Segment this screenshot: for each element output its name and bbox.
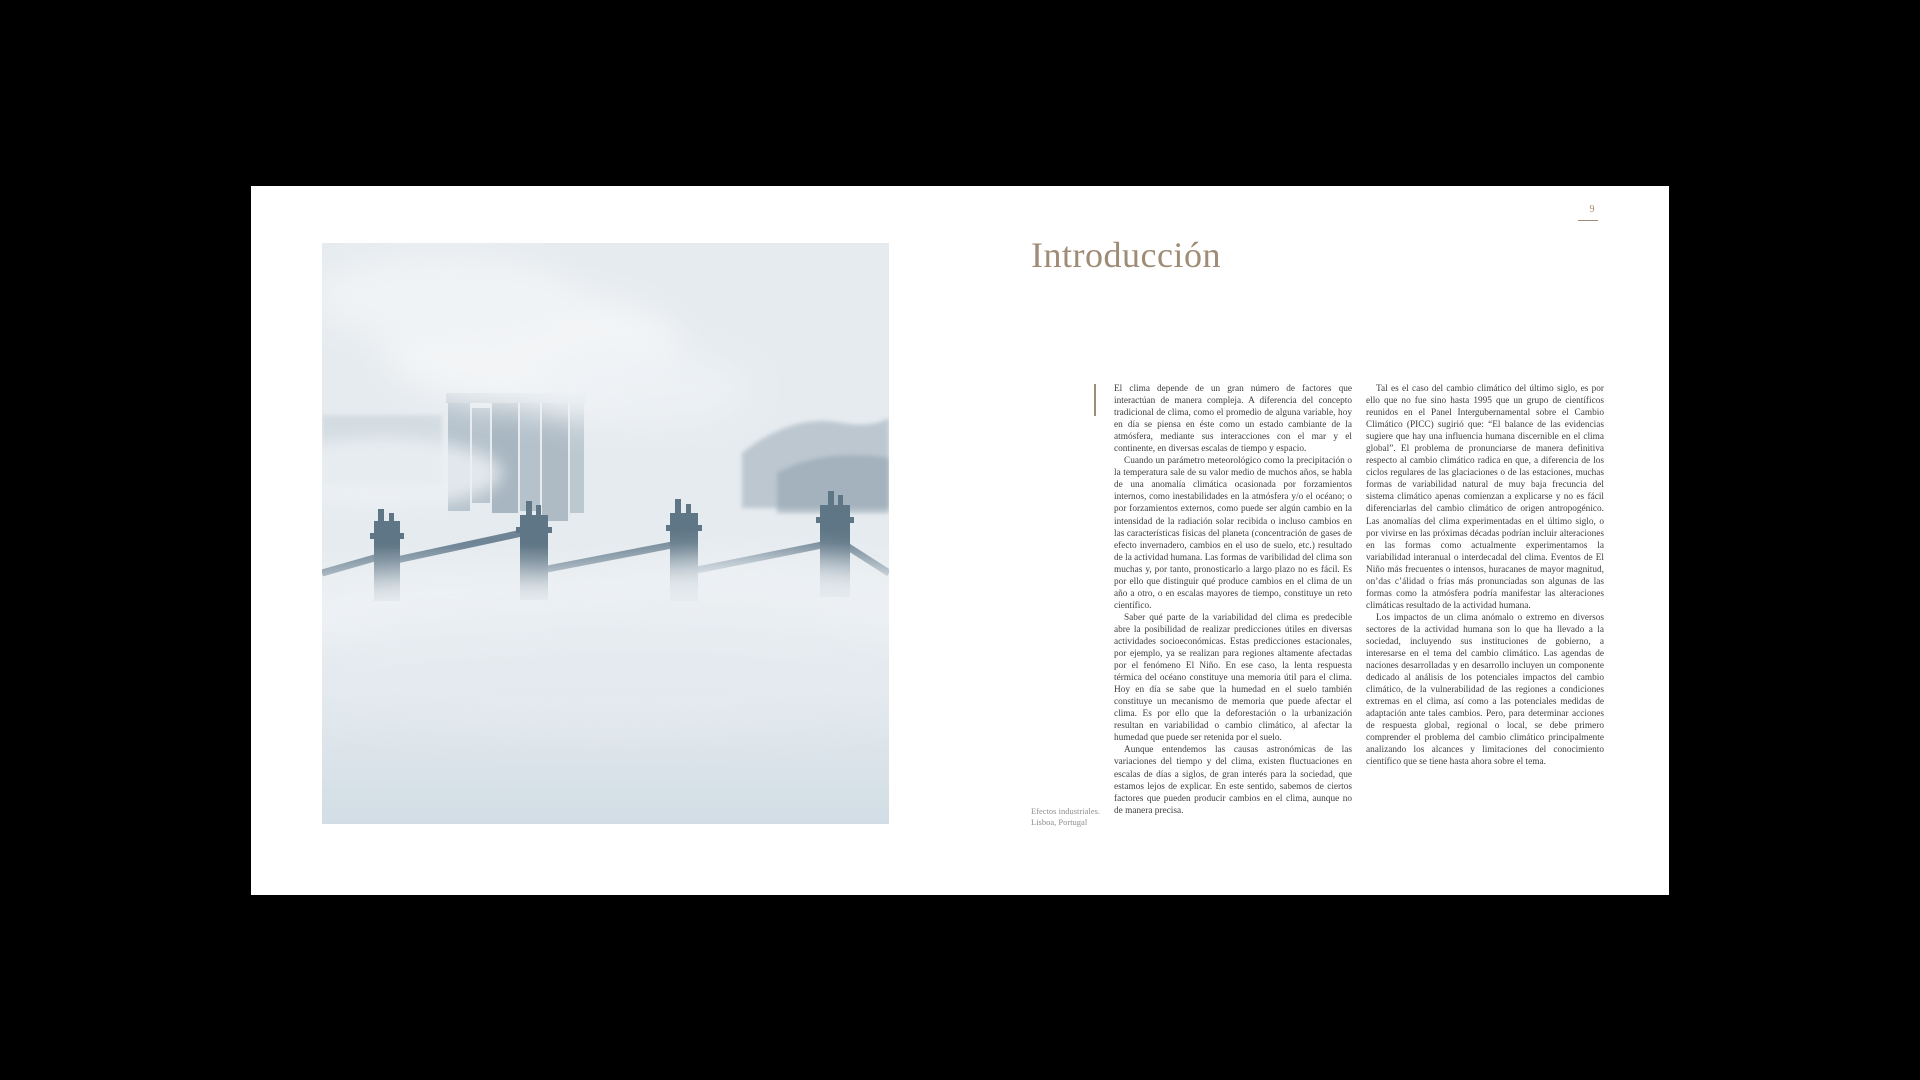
caption-line-1: Efectos industriales. xyxy=(1031,806,1100,816)
industrial-fog-photo xyxy=(322,243,889,824)
paragraph: Aunque entendemos las causas astronómicas de las variaciones del tiempo y del clima, existen fluctuaciones en escalas de días a siglos, de gran interés para la sociedad, que estamos lejos de explicar. En este sentido, sabemos de ciertos factores que pueden producir cambios en el clima, aunque no de manera precisa. xyxy=(1114,745,1352,816)
page-number-rule xyxy=(1578,220,1598,221)
page-number: 9 xyxy=(1589,204,1595,215)
accent-rule xyxy=(1094,384,1096,416)
chapter-title: Introducción xyxy=(1031,235,1221,275)
paragraph: Cuando un parámetro meteorológico como la precipitación o la temperatura sale de su valor medio de muchos años, se habla de una anomalía climática ocasionada por forzamientos internos, como inestabilidades en la atmósfera y/o el océano; o por forzamientos externos, como puede ser algún cambio en la intensidad de la radiación solar recibida o incluso cambios en las características físicas del planeta (concentración de gases de efecto invernadero, cambios en el uso de suelo, etc.) resultado de la actividad humana. Las formas de varibilidad del clima son muchas y, por tanto, pronosticarlo a largo plazo no es fácil. Es por ello que distinguir qué produce cambios en el clima de un año a otro, o en escalas mayores de tiempo, constituye un reto científico. xyxy=(1114,456,1352,611)
text-column-right xyxy=(1366,383,1604,769)
photo-caption xyxy=(1031,806,1103,828)
caption-line-2: Lisboa, Portugal xyxy=(1031,817,1088,827)
paragraph: El clima depende de un gran número de factores que interactúan de manera compleja. A diferencia del concepto tradicional de clima, como el promedio de alguna variable, hoy en día se piensa en éste como un estado cambiante de la atmósfera, mediante sus interacciones con el mar y el continente, en diversas escalas de tiempo y espacio. xyxy=(1114,384,1352,455)
text-column-left xyxy=(1114,383,1352,817)
book-spread xyxy=(251,186,1669,895)
paragraph: Saber qué parte de la variabilidad del clima es predecible abre la posibilidad de realizar predicciones útiles en diversas actividades socioeconómicas. Estas predicciones estacionales, por ejemplo, ya se realizan para regiones altamente afectadas por el fenómeno El Niño. En ese caso, la lenta respuesta térmica del océano constituye una memoria útil para el clima. Hoy en día se sabe que la humedad en el suelo también constituye un mecanismo de memoria que puede afectar el clima. Es por ello que la deforestación o la urbanización resultan en variabilidad o cambio climático, al afectar la humedad que puede ser retenida por el suelo. xyxy=(1114,612,1352,744)
paragraph: Tal es el caso del cambio climático del último siglo, es por ello que no fue sino hasta 1995 que un grupo de científicos reunidos en el Panel Intergubernamental sobre el Cambio Climático (PICC) sugirió que: “El balance de las evidencias sugiere que hay una influencia humana discernible en el clima global”. El problema de pronunciarse de manera definitiva respecto al cambio climático radica en que, a diferencia de los ciclos regulares de las glaciaciones o de las estaciones, muchas formas de variabilidad natural de muy baja frecuncia del sistema climático apenas comienzan a explicarse y no es fácil diferenciarlas del cambio climático de origen antropogénico. Las anomalías del clima experimentadas en el último siglo, o por vivirse en las próximas décadas podrían incluir alteraciones en las formas como actualmente experimentamos la variabilidad interanual o interdecadal del clima. Eventos de El Niño más frecuentes o intensos, huracanes de mayor magnitud, on’das c’álidad o frías más pronunciadas son algunas de las formas como la atmósfera podría manifestar las alteraciones climáticas resultado de la actividad humana. xyxy=(1366,384,1604,611)
paragraph: Los impactos de un clima anómalo o extremo en diversos sectores de la actividad humana son lo que ha llevado a la sociedad, incluyendo sus instituciones de gobierno, a interesarse en el tema del cambio climático. Las agendas de naciones desarrolladas y en desarrollo incluyen un componente dedicado al análisis de los potenciales impactos del cambio climático, de la vulnerabilidad de las regiones a condiciones extremas en el clima, así como a las potenciales medidas de adaptación ante tales cambios. Pero, para determinar acciones de respuesta global, regional o local, se debe primero comprender el problema del cambio climático principalmente analizando los alcances y limitaciones del conocimiento científico que se tiene hasta ahora sobre el tema. xyxy=(1366,612,1604,768)
